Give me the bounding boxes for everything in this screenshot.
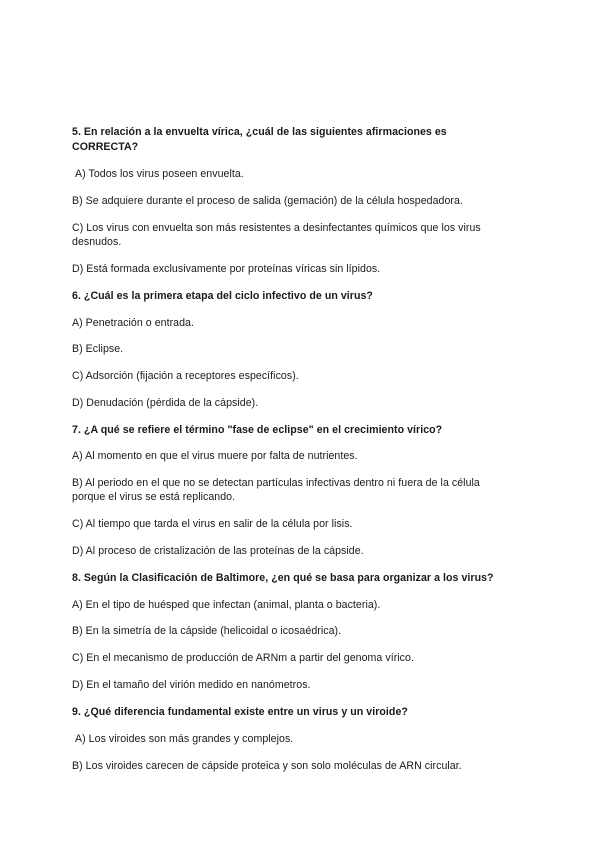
question-8-title: 8. Según la Clasificación de Baltimore, ¿en qué se basa para organizar a los virus? xyxy=(72,572,494,584)
question-5-option-c: desnudos. xyxy=(72,236,122,248)
question-9-option-a: A) Los viroides son más grandes y complejos. xyxy=(75,733,294,745)
question-7-title: 7. ¿A qué se refiere el término "fase de eclipse" en el crecimiento vírico? xyxy=(72,424,443,436)
question-5-title: 5. En relación a la envuelta vírica, ¿cuál de las siguientes afirmaciones es xyxy=(72,126,447,138)
question-7-option-c: C) Al tiempo que tarda el virus en salir de la célula por lisis. xyxy=(72,518,353,530)
question-6-option-c: C) Adsorción (fijación a receptores específicos). xyxy=(72,370,299,382)
question-7-option-b: B) Al periodo en el que no se detectan partículas infectivas dentro ni fuera de la célula xyxy=(72,477,480,489)
question-6-title: 6. ¿Cuál es la primera etapa del ciclo infectivo de un virus? xyxy=(72,290,373,302)
question-5-option-a: A) Todos los virus poseen envuelta. xyxy=(75,168,244,180)
question-9-title: 9. ¿Qué diferencia fundamental existe entre un virus y un viroide? xyxy=(72,706,408,718)
question-9-option-b: B) Los viroides carecen de cápside proteica y son solo moléculas de ARN circular. xyxy=(72,760,462,772)
question-5-option-b: B) Se adquiere durante el proceso de salida (gemación) de la célula hospedadora. xyxy=(72,195,463,207)
question-8-option-c: C) En el mecanismo de producción de ARNm a partir del genoma vírico. xyxy=(72,652,414,664)
question-6-option-b: B) Eclipse. xyxy=(72,343,124,355)
question-5-title: CORRECTA? xyxy=(72,141,139,153)
question-7-option-a: A) Al momento en que el virus muere por falta de nutrientes. xyxy=(72,450,358,462)
question-8-option-b: B) En la simetría de la cápside (helicoidal o icosaédrica). xyxy=(72,625,342,637)
question-6-option-a: A) Penetración o entrada. xyxy=(72,317,194,329)
question-7-option-d: D) Al proceso de cristalización de las proteínas de la cápside. xyxy=(72,545,364,557)
question-8-option-d: D) En el tamaño del virión medido en nanómetros. xyxy=(72,679,311,691)
question-5-option-d: D) Está formada exclusivamente por proteínas víricas sin lípidos. xyxy=(72,263,381,275)
question-8-option-a: A) En el tipo de huésped que infectan (animal, planta o bacteria). xyxy=(72,599,381,611)
question-7-option-b: porque el virus se está replicando. xyxy=(72,491,236,503)
question-5-option-c: C) Los virus con envuelta son más resistentes a desinfectantes químicos que los virus xyxy=(72,222,481,234)
question-6-option-d: D) Denudación (pérdida de la cápside). xyxy=(72,397,259,409)
